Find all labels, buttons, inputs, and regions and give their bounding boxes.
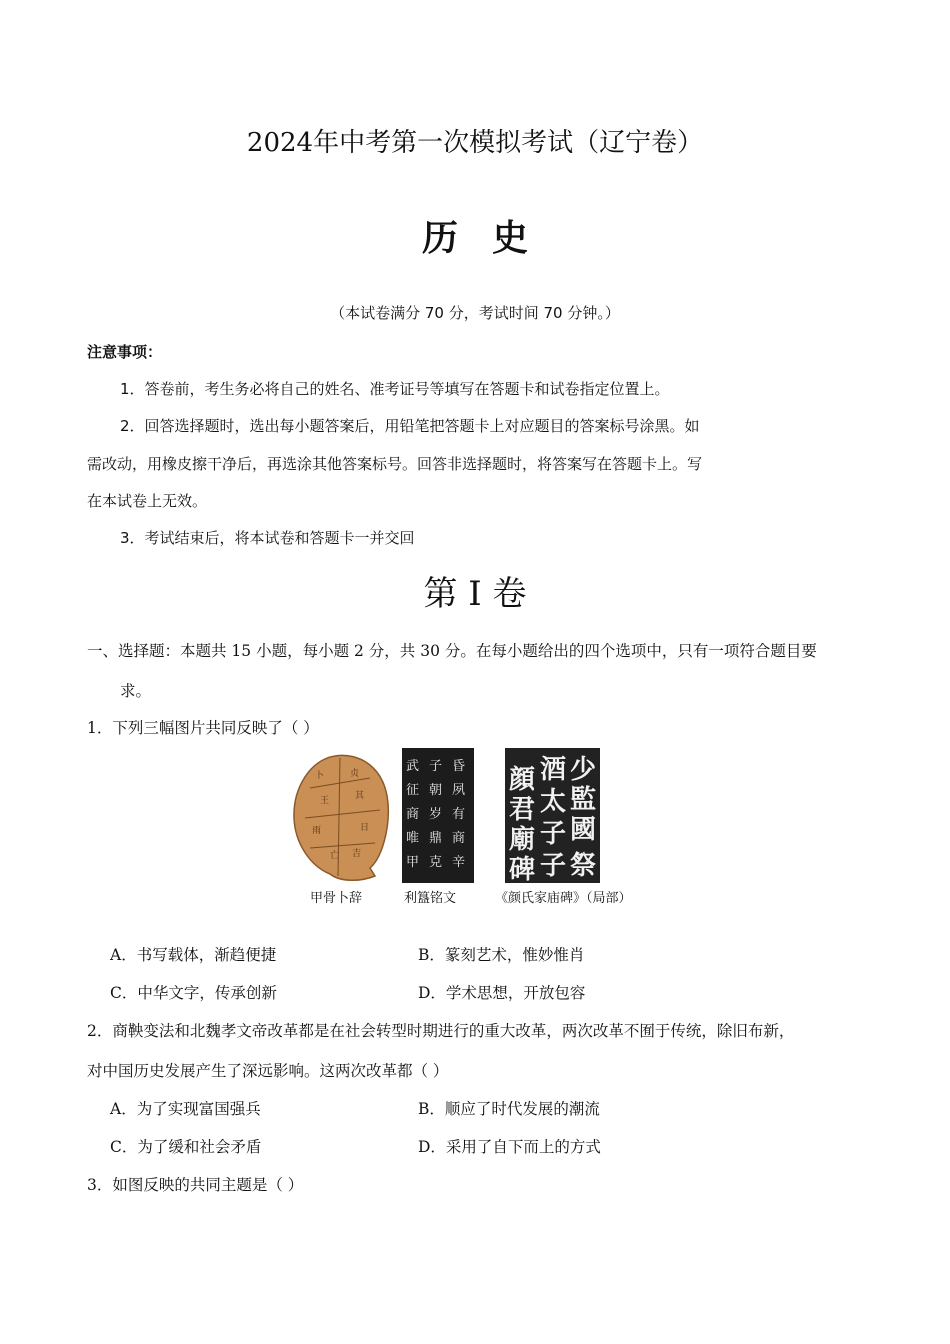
- q2-option-d[interactable]: D．采用了自下而上的方式: [418, 1138, 601, 1156]
- stele-char: 碑: [509, 855, 536, 885]
- q2-option-a[interactable]: A．为了实现富国强兵: [110, 1100, 261, 1118]
- stele-char: 酒: [540, 755, 567, 785]
- stele-char: 子: [540, 819, 567, 849]
- notice-item-2-line-3: 在本试卷上无效。: [87, 492, 208, 510]
- stele-rubbing-image: [505, 748, 600, 885]
- subject-title: 历史: [421, 217, 562, 259]
- caption-bronze-inscription: 利簋铭文: [404, 891, 457, 906]
- bronze-inscription-image: [402, 748, 474, 883]
- q1-option-a[interactable]: A．书写载体，渐趋便捷: [110, 946, 277, 964]
- volume-title: 第 I 卷: [423, 574, 527, 614]
- svg-text:朝: 朝: [429, 783, 443, 798]
- stele-char: 君: [509, 795, 536, 825]
- svg-text:鼎: 鼎: [429, 831, 443, 846]
- svg-text:其: 其: [355, 791, 365, 801]
- q2-stem-line-2: 对中国历史发展产生了深远影响。这两次改革都（ ）: [87, 1062, 449, 1080]
- section-1-instructions: 一、选择题：本题共 15 小题，每小题 2 分，共 30 分。在每小题给出的四个选项中，只有一项符合题目要: [87, 642, 817, 660]
- svg-text:甲: 甲: [406, 855, 420, 870]
- svg-text:贞: 贞: [350, 769, 360, 779]
- exam-info: （本试卷满分 70 分，考试时间 70 分钟。）: [330, 304, 620, 322]
- svg-text:武: 武: [406, 759, 420, 774]
- svg-text:王: 王: [320, 796, 330, 806]
- svg-text:有: 有: [452, 807, 466, 822]
- q2-option-b[interactable]: B．顺应了时代发展的潮流: [418, 1100, 600, 1118]
- stele-char: 祭: [570, 851, 597, 881]
- exam-title: 2024年中考第一次模拟考试（辽宁卷）: [246, 128, 704, 158]
- oracle-bone-image: [294, 755, 388, 880]
- svg-text:岁: 岁: [429, 807, 443, 822]
- stele-char: 子: [540, 851, 567, 881]
- svg-text:雨: 雨: [312, 826, 322, 836]
- svg-text:商: 商: [452, 831, 466, 846]
- q1-figure: [290, 748, 670, 913]
- q1-option-c[interactable]: C．中华文字，传承创新: [110, 984, 277, 1002]
- svg-text:子: 子: [429, 759, 443, 774]
- notice-item-2-line-1: 2．回答选择题时，选出每小题答案后，用铅笔把答题卡上对应题目的答案标号涂黑。如: [120, 417, 700, 435]
- svg-text:日: 日: [360, 823, 370, 833]
- stele-char: 顔: [509, 765, 536, 795]
- notice-item-3: 3．考试结束后，将本试卷和答题卡一并交回: [120, 529, 415, 547]
- notice-item-1: 1．答卷前，考生务必将自己的姓名、准考证号等填写在答题卡和试卷指定位置上。: [120, 380, 670, 398]
- stele-char: 太: [540, 787, 567, 817]
- caption-stele: 《颜氏家庙碑》（局部）: [495, 891, 632, 906]
- svg-text:征: 征: [406, 783, 420, 798]
- q1-option-b[interactable]: B．篆刻艺术，惟妙惟肖: [418, 946, 585, 964]
- svg-text:唯: 唯: [406, 831, 420, 846]
- stele-char: 國: [570, 815, 597, 845]
- svg-text:吉: 吉: [352, 849, 362, 859]
- svg-text:亡: 亡: [330, 851, 340, 861]
- stele-char: 監: [570, 785, 597, 815]
- svg-text:克: 克: [429, 855, 443, 870]
- svg-text:昏: 昏: [452, 759, 466, 774]
- stele-char: 廟: [509, 825, 536, 855]
- svg-text:辛: 辛: [452, 855, 466, 870]
- svg-text:卜: 卜: [315, 771, 325, 781]
- q1-option-d[interactable]: D．学术思想，开放包容: [418, 984, 586, 1002]
- caption-oracle-bone: 甲骨卜辞: [310, 891, 363, 906]
- q2-stem-line-1: 2．商鞅变法和北魏孝文帝改革都是在社会转型时期进行的重大改革，两次改革不囿于传统，除旧布新，: [87, 1022, 795, 1040]
- svg-text:夙: 夙: [452, 783, 466, 798]
- q1-figure-images: [290, 748, 670, 888]
- stele-char: 少: [570, 755, 597, 785]
- notice-item-2-line-2: 需改动，用橡皮擦干净后，再选涂其他答案标号。回答非选择题时，将答案写在答题卡上。写: [87, 455, 703, 473]
- section-1-instructions-cont: 求。: [120, 682, 152, 700]
- svg-text:商: 商: [406, 807, 420, 822]
- q3-stem: 3．如图反映的共同主题是（ ）: [87, 1176, 304, 1194]
- q2-option-c[interactable]: C．为了缓和社会矛盾: [110, 1138, 262, 1156]
- q1-stem: 1．下列三幅图片共同反映了（ ）: [87, 719, 319, 737]
- notice-heading: 注意事项：: [87, 343, 163, 361]
